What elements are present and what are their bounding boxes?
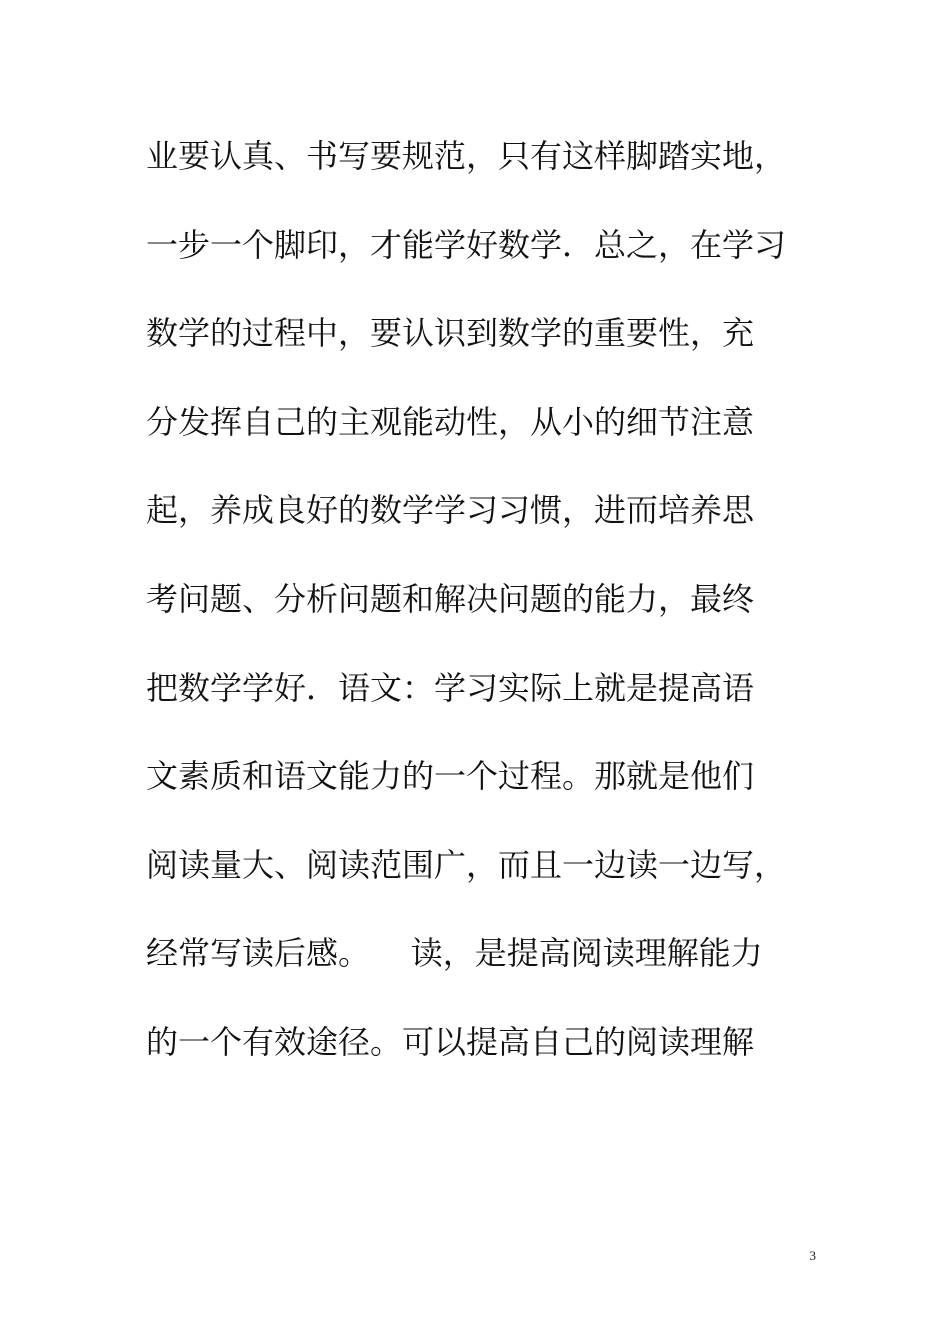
text-line: 经常写读后感。 读，是提高阅读理解能力 [146, 934, 763, 973]
text-line: 文素质和语文能力的一个过程。那就是他们 [146, 757, 755, 796]
text-line: 阅读量大、阅读范围广，而且一边读一边写， [146, 845, 787, 884]
body-text [146, 126, 806, 1101]
text-line: 一步一个脚印，才能学好数学．总之，在学习 [146, 225, 787, 264]
text-line: 的一个有效途径。可以提高自己的阅读理解 [146, 1022, 755, 1061]
text-line: 分发挥自己的主观能动性，从小的细节注意 [146, 402, 755, 441]
text-line: 起，养成良好的数学学习习惯，进而培养思 [146, 491, 755, 530]
text-line: 把数学学好．语文：学习实际上就是提高语 [146, 668, 755, 707]
text-line: 数学的过程中，要认识到数学的重要性，充 [146, 314, 755, 353]
text-line: 业要认真、书写要规范，只有这样脚踏实地， [146, 137, 787, 175]
page-number: 3 [809, 1248, 816, 1263]
text-line: 考问题、分析问题和解决问题的能力，最终 [146, 579, 755, 618]
